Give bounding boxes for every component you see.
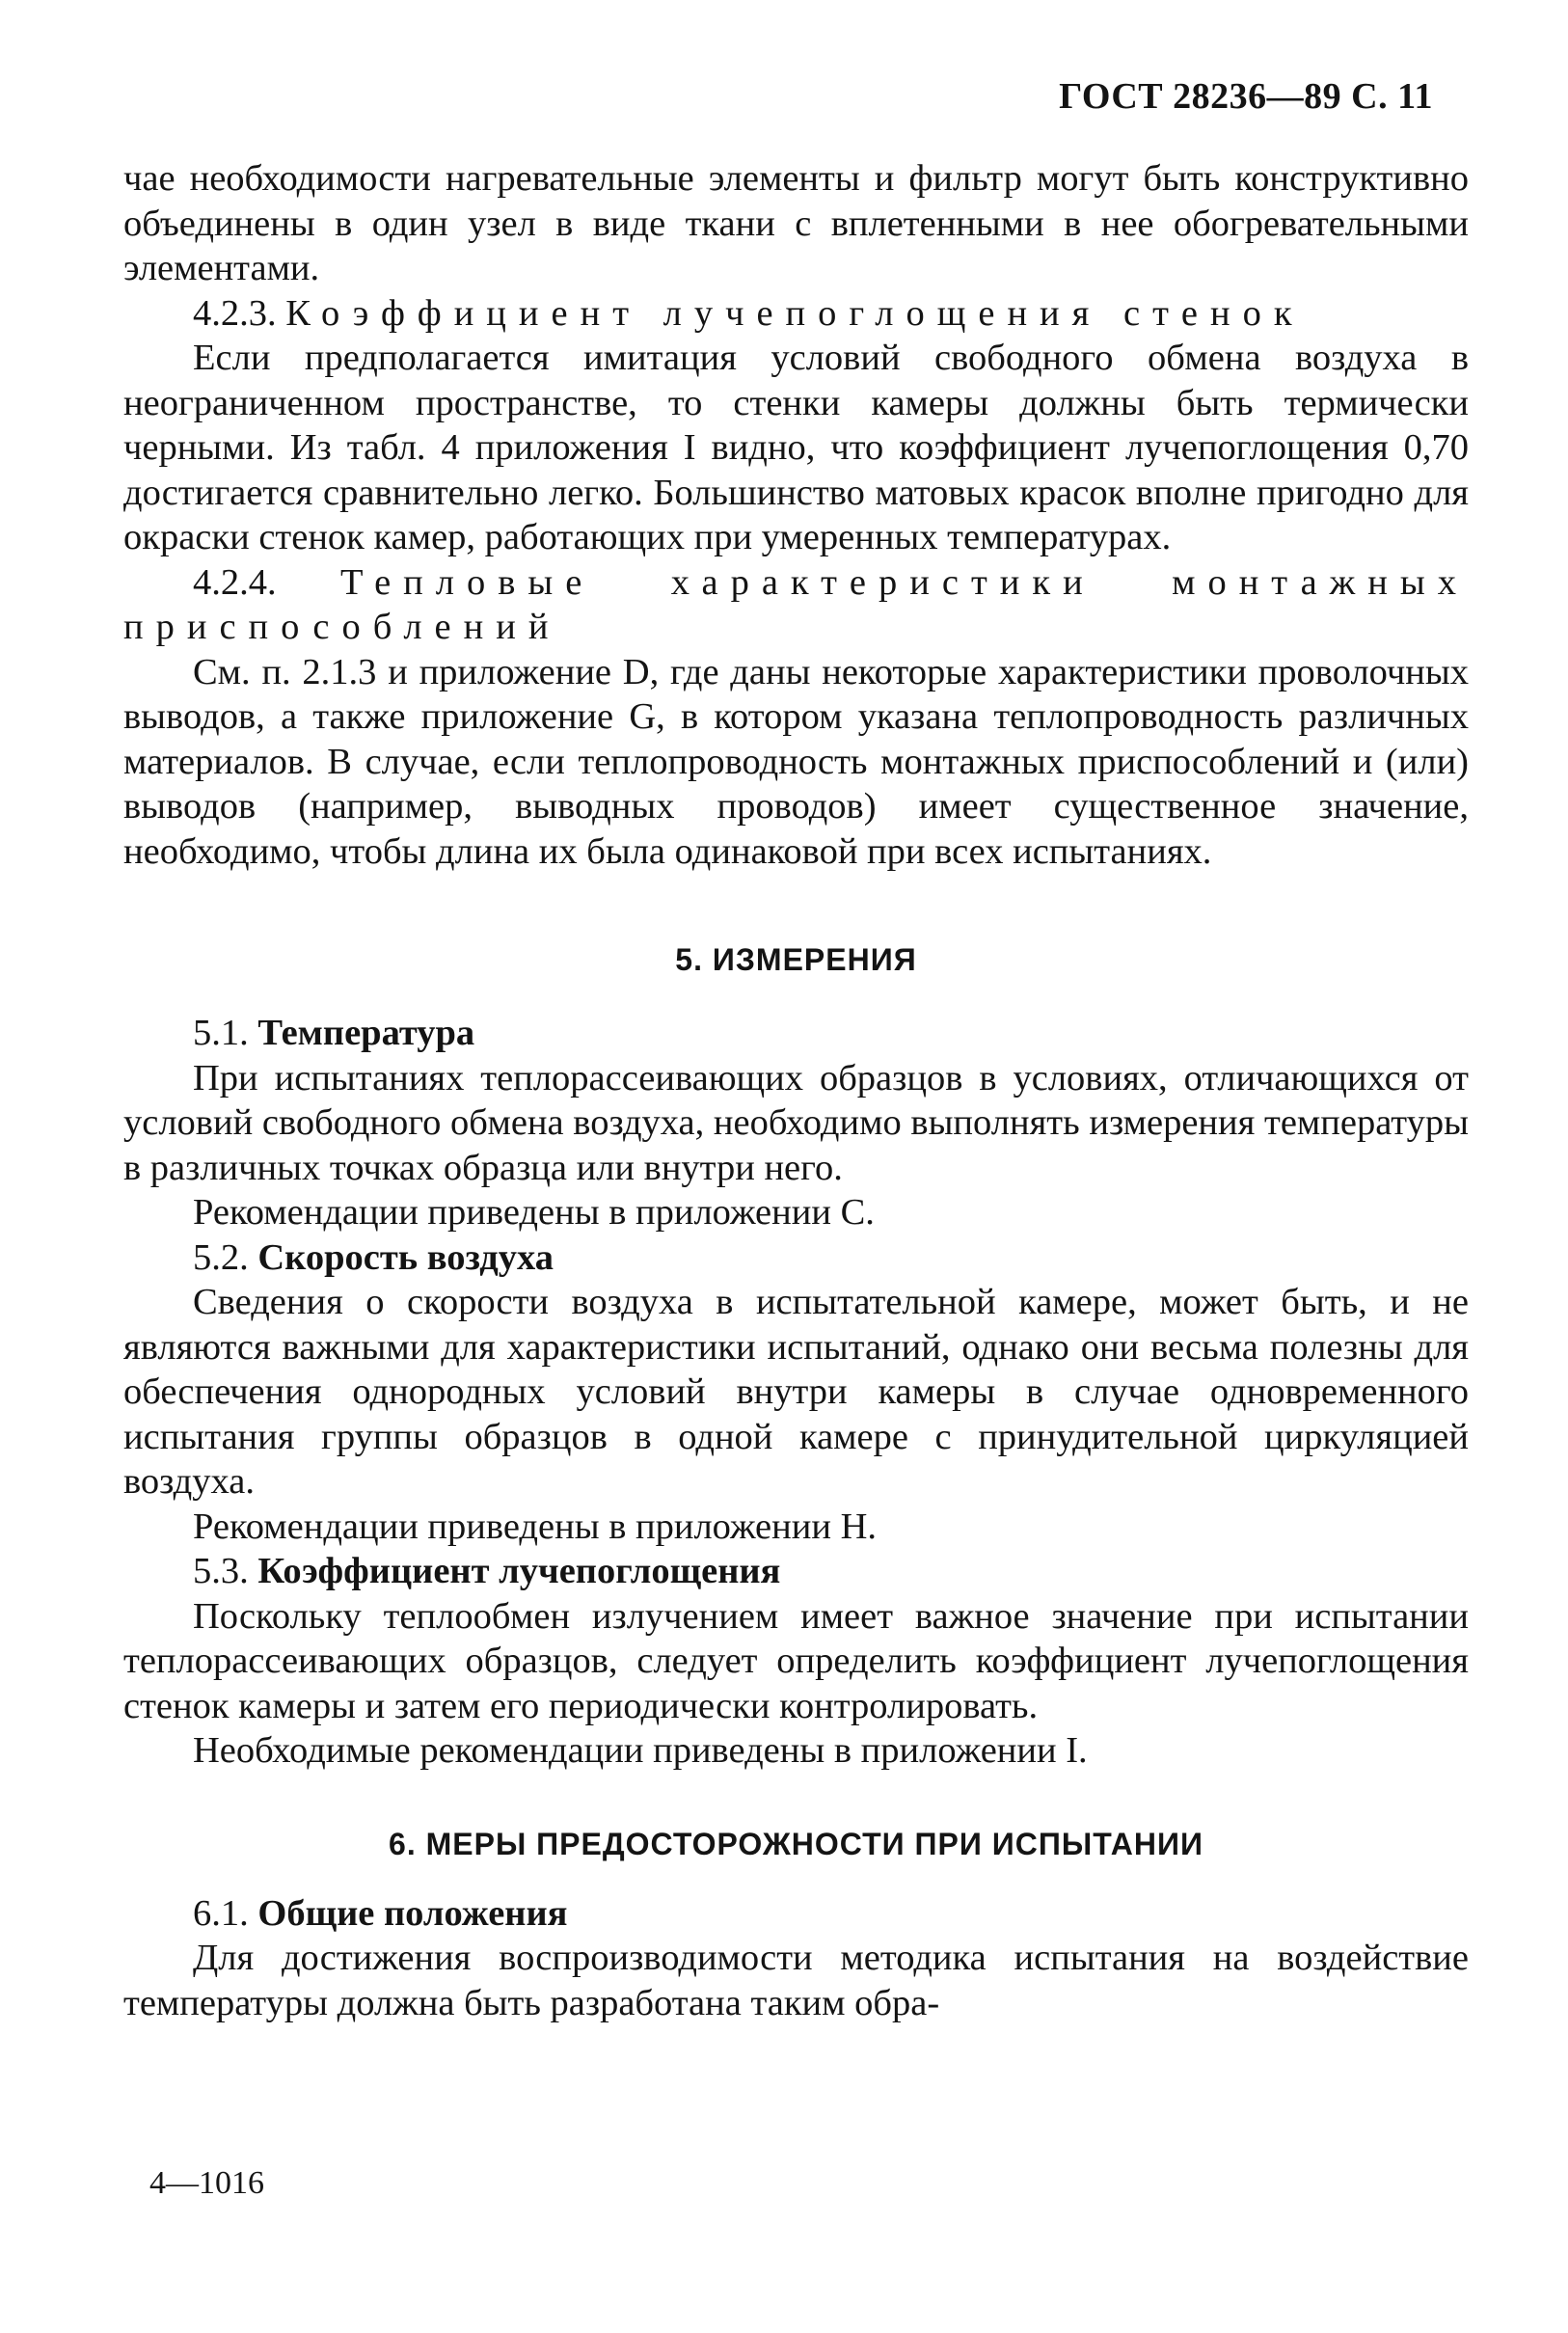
subsection-title: Коэффициент лучепоглощения [257,1551,781,1591]
subsection-heading-5-2 [123,1235,1469,1281]
paragraph-5-1: При испытаниях теплорассеивающих образцов в условиях, отличающихся от условий свободного обмена воздуха, необходимо выполнять измерения температуры в различных точках образца или внутри него. [123,1057,1469,1188]
paragraph-intro: чае необходимости нагревательные элементы и фильтр могут быть конструктивно объединены в один узел в виде ткани с вплетенными в нее обогревательными элементами. [123,158,1469,288]
subsection-heading-5-1 [123,1011,1469,1056]
paragraph-5-1-recommendation: Рекомендации приведены в приложении C. [193,1192,875,1233]
section-heading-5: 5. ИЗМЕРЕНИЯ [675,942,917,977]
subsection-title: Коэффициент лучепоглощения стенок [285,292,1305,334]
subsection-title: Скорость воздуха [257,1236,554,1278]
page-header: ГОСТ 28236—89 С. 11 [1059,76,1433,117]
subsection-title: Общие положения [257,1892,568,1934]
subsection-heading-5-3 [123,1549,1469,1594]
subsection-heading-6-1 [123,1891,1469,1937]
subsection-number: 4.2.3. [193,292,277,334]
subsection-heading-4-2-4 [123,560,1469,606]
sheet-mark: 4—1016 [149,2165,264,2201]
subsection-number: 4.2.4. [193,561,277,603]
subsection-title: Тепловые характеристики монтажных [340,561,1470,603]
paragraph-4-2-3: Если предполагается имитация условий свободного обмена воздуха в неограниченном пространстве, то стенки камеры должны быть термически черными. Из табл. 4 приложения I видно, что коэффициент лучепоглощения 0,70 достигается сравнительно легко. Большинство матовых красок вполне пригодно для окраски стенок камер, работающих при умеренных температурах. [123,338,1469,557]
section-heading-6: 6. МЕРЫ ПРЕДОСТОРОЖНОСТИ ПРИ ИСПЫТАНИИ [389,1826,1203,1861]
subsection-heading-4-2-3 [123,291,1469,337]
paragraph-4-2-4: См. п. 2.1.3 и приложение D, где даны некоторые характеристики проволочных выводов, а также приложение G, в котором указана теплопроводность различных материалов. В случае, если теплопроводность монтажных приспособлений и (или) выводов (например, выводных проводов) имеет существенное значение, необходимо, чтобы длина их была одинаковой при всех испытаниях. [123,651,1469,872]
subsection-title-continued: приспособлений [123,607,561,647]
paragraph-5-3: Поскольку теплообмен излучением имеет важное значение при испытании теплорассеивающих образцов, следует определить коэффициент лучепоглощения стенок камеры и затем его периодически контролировать. [123,1595,1469,1726]
paragraph-5-2: Сведения о скорости воздуха в испытательной камере, может быть, и не являются важными для характеристики испытаний, однако они весьма полезны для обеспечения однородных условий внутри камеры в случае одновременного испытания группы образцов в одной камере с принудительной циркуляцией воздуха. [123,1282,1469,1502]
document-body [123,156,1469,2025]
subsection-number: 5.2. [193,1236,249,1278]
subsection-number: 5.1. [193,1013,249,1053]
paragraph-5-3-recommendation: Необходимые рекомендации приведены в приложении I. [193,1730,1088,1771]
paragraph-6-1: Для достижения воспроизводимости методика испытания на воздействие температуры должна быть разработана таким обра- [123,1938,1469,2023]
subsection-number: 5.3. [193,1551,249,1591]
paragraph-5-2-recommendation: Рекомендации приведены в приложении H. [193,1506,877,1547]
subsection-number: 6.1. [193,1892,249,1934]
subsection-title: Температура [257,1013,475,1053]
